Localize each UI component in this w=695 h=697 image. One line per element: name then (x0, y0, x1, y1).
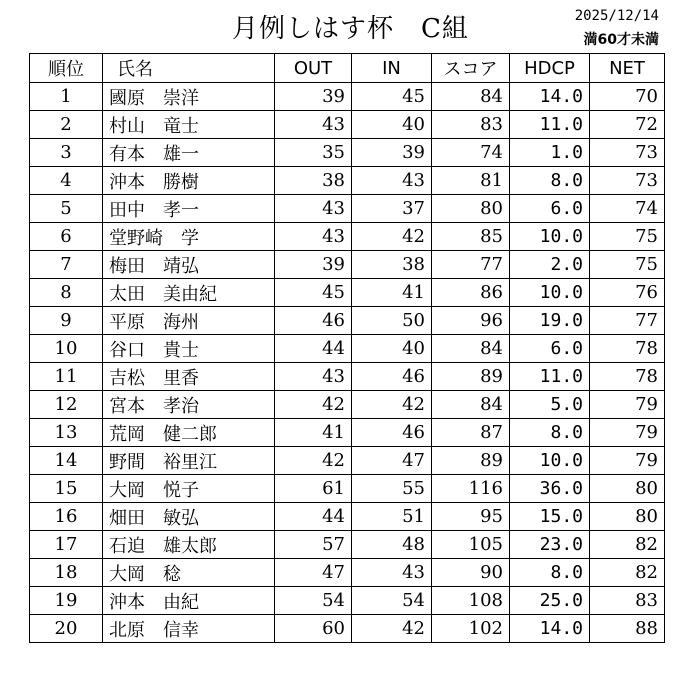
cell-in: 48 (352, 531, 432, 559)
table-row (30, 223, 665, 251)
cell-name: 國原 崇洋 (103, 83, 275, 111)
cell-name: 石迫 雄太郎 (103, 531, 275, 559)
cell-score: 108 (432, 587, 510, 615)
cell-out: 45 (275, 279, 352, 307)
cell-in: 51 (352, 503, 432, 531)
cell-in: 38 (352, 251, 432, 279)
cell-rank: 14 (30, 447, 103, 475)
cell-rank: 4 (30, 167, 103, 195)
cell-rank: 12 (30, 391, 103, 419)
cell-name: 平原 海州 (103, 307, 275, 335)
cell-name: 荒岡 健二郎 (103, 419, 275, 447)
cell-hdcp: 23.0 (510, 531, 590, 559)
cell-in: 46 (352, 363, 432, 391)
cell-name: 谷口 貴士 (103, 335, 275, 363)
cell-hdcp: 6.0 (510, 335, 590, 363)
cell-out: 60 (275, 615, 352, 643)
cell-out: 61 (275, 475, 352, 503)
cell-in: 50 (352, 307, 432, 335)
cell-rank: 3 (30, 139, 103, 167)
cell-hdcp: 25.0 (510, 587, 590, 615)
cell-net: 75 (590, 251, 665, 279)
cell-rank: 10 (30, 335, 103, 363)
cell-hdcp: 8.0 (510, 167, 590, 195)
cell-out: 43 (275, 111, 352, 139)
cell-rank: 18 (30, 559, 103, 587)
cell-net: 70 (590, 83, 665, 111)
cell-net: 80 (590, 475, 665, 503)
cell-score: 105 (432, 531, 510, 559)
cell-net: 77 (590, 307, 665, 335)
cell-score: 89 (432, 447, 510, 475)
cell-rank: 5 (30, 195, 103, 223)
cell-out: 42 (275, 391, 352, 419)
cell-rank: 2 (30, 111, 103, 139)
cell-out: 43 (275, 363, 352, 391)
cell-in: 42 (352, 615, 432, 643)
cell-name: 野間 裕里江 (103, 447, 275, 475)
cell-net: 82 (590, 559, 665, 587)
cell-name: 村山 竜士 (103, 111, 275, 139)
cell-hdcp: 8.0 (510, 559, 590, 587)
cell-in: 41 (352, 279, 432, 307)
cell-score: 116 (432, 475, 510, 503)
results-body (30, 83, 665, 643)
table-row (30, 167, 665, 195)
cell-out: 54 (275, 587, 352, 615)
table-row (30, 475, 665, 503)
cell-score: 102 (432, 615, 510, 643)
cell-in: 40 (352, 335, 432, 363)
cell-name: 有本 雄一 (103, 139, 275, 167)
table-row (30, 195, 665, 223)
cell-in: 37 (352, 195, 432, 223)
table-row (30, 419, 665, 447)
cell-score: 74 (432, 139, 510, 167)
cell-name: 北原 信幸 (103, 615, 275, 643)
cell-in: 55 (352, 475, 432, 503)
cell-net: 75 (590, 223, 665, 251)
cell-net: 78 (590, 363, 665, 391)
cell-net: 72 (590, 111, 665, 139)
cell-in: 43 (352, 167, 432, 195)
cell-net: 82 (590, 531, 665, 559)
table-row (30, 615, 665, 643)
cell-name: 沖本 由紀 (103, 587, 275, 615)
cell-in: 40 (352, 111, 432, 139)
cell-hdcp: 2.0 (510, 251, 590, 279)
cell-net: 79 (590, 391, 665, 419)
table-row (30, 531, 665, 559)
table-row (30, 335, 665, 363)
cell-hdcp: 10.0 (510, 447, 590, 475)
cell-out: 42 (275, 447, 352, 475)
cell-rank: 17 (30, 531, 103, 559)
cell-hdcp: 11.0 (510, 363, 590, 391)
cell-net: 88 (590, 615, 665, 643)
cell-in: 54 (352, 587, 432, 615)
cell-hdcp: 11.0 (510, 111, 590, 139)
cell-score: 84 (432, 391, 510, 419)
cell-score: 95 (432, 503, 510, 531)
cell-in: 47 (352, 447, 432, 475)
cell-net: 74 (590, 195, 665, 223)
cell-name: 沖本 勝樹 (103, 167, 275, 195)
cell-net: 83 (590, 587, 665, 615)
cell-hdcp: 6.0 (510, 195, 590, 223)
header-row (30, 54, 665, 83)
column-header-hdcp: HDCP (510, 54, 590, 83)
table-row (30, 139, 665, 167)
cell-net: 78 (590, 335, 665, 363)
cell-score: 89 (432, 363, 510, 391)
cell-hdcp: 1.0 (510, 139, 590, 167)
table-row (30, 391, 665, 419)
column-header-in: IN (352, 54, 432, 83)
cell-score: 83 (432, 111, 510, 139)
event-date: 2025/12/14 (574, 8, 659, 24)
table-row (30, 447, 665, 475)
cell-hdcp: 14.0 (510, 83, 590, 111)
cell-hdcp: 10.0 (510, 223, 590, 251)
cell-hdcp: 36.0 (510, 475, 590, 503)
cell-rank: 13 (30, 419, 103, 447)
cell-score: 87 (432, 419, 510, 447)
cell-out: 39 (275, 83, 352, 111)
cell-rank: 15 (30, 475, 103, 503)
cell-out: 43 (275, 223, 352, 251)
cell-rank: 20 (30, 615, 103, 643)
cell-net: 79 (590, 419, 665, 447)
table-row (30, 363, 665, 391)
cell-out: 39 (275, 251, 352, 279)
table-row (30, 251, 665, 279)
cell-hdcp: 5.0 (510, 391, 590, 419)
column-header-net: NET (590, 54, 665, 83)
cell-out: 44 (275, 335, 352, 363)
cell-out: 44 (275, 503, 352, 531)
table-row (30, 587, 665, 615)
cell-name: 吉松 里香 (103, 363, 275, 391)
cell-rank: 9 (30, 307, 103, 335)
cell-rank: 8 (30, 279, 103, 307)
cell-out: 43 (275, 195, 352, 223)
cell-score: 86 (432, 279, 510, 307)
cell-name: 大岡 稔 (103, 559, 275, 587)
results-table (29, 53, 665, 643)
cell-rank: 16 (30, 503, 103, 531)
cell-rank: 7 (30, 251, 103, 279)
cell-out: 46 (275, 307, 352, 335)
cell-out: 41 (275, 419, 352, 447)
cell-hdcp: 19.0 (510, 307, 590, 335)
cell-net: 73 (590, 139, 665, 167)
cell-in: 42 (352, 223, 432, 251)
cell-name: 梅田 靖弘 (103, 251, 275, 279)
cell-in: 45 (352, 83, 432, 111)
cell-in: 46 (352, 419, 432, 447)
cell-hdcp: 8.0 (510, 419, 590, 447)
cell-out: 47 (275, 559, 352, 587)
column-header-out: OUT (275, 54, 352, 83)
cell-rank: 1 (30, 83, 103, 111)
cell-net: 73 (590, 167, 665, 195)
cell-score: 77 (432, 251, 510, 279)
column-header-score: スコア (432, 54, 510, 83)
cell-name: 田中 孝一 (103, 195, 275, 223)
cell-name: 太田 美由紀 (103, 279, 275, 307)
column-header-rank: 順位 (30, 54, 103, 83)
cell-rank: 6 (30, 223, 103, 251)
cell-in: 39 (352, 139, 432, 167)
cell-out: 57 (275, 531, 352, 559)
table-row (30, 279, 665, 307)
cell-rank: 19 (30, 587, 103, 615)
cell-net: 80 (590, 503, 665, 531)
cell-in: 43 (352, 559, 432, 587)
cell-hdcp: 10.0 (510, 279, 590, 307)
page-title: 月例しはす杯 C組 (232, 14, 469, 44)
column-header-name: 氏名 (103, 54, 275, 83)
table-row (30, 559, 665, 587)
group-condition: 満60才未満 (583, 32, 659, 48)
cell-score: 81 (432, 167, 510, 195)
cell-name: 宮本 孝治 (103, 391, 275, 419)
table-row (30, 503, 665, 531)
cell-hdcp: 15.0 (510, 503, 590, 531)
cell-out: 35 (275, 139, 352, 167)
cell-score: 84 (432, 83, 510, 111)
cell-net: 76 (590, 279, 665, 307)
cell-rank: 11 (30, 363, 103, 391)
cell-net: 79 (590, 447, 665, 475)
cell-out: 38 (275, 167, 352, 195)
cell-score: 96 (432, 307, 510, 335)
cell-name: 大岡 悦子 (103, 475, 275, 503)
cell-score: 84 (432, 335, 510, 363)
table-row (30, 83, 665, 111)
cell-name: 畑田 敏弘 (103, 503, 275, 531)
cell-hdcp: 14.0 (510, 615, 590, 643)
cell-name: 堂野崎 学 (103, 223, 275, 251)
cell-score: 80 (432, 195, 510, 223)
cell-score: 90 (432, 559, 510, 587)
table-row (30, 307, 665, 335)
cell-in: 42 (352, 391, 432, 419)
table-row (30, 111, 665, 139)
cell-score: 85 (432, 223, 510, 251)
